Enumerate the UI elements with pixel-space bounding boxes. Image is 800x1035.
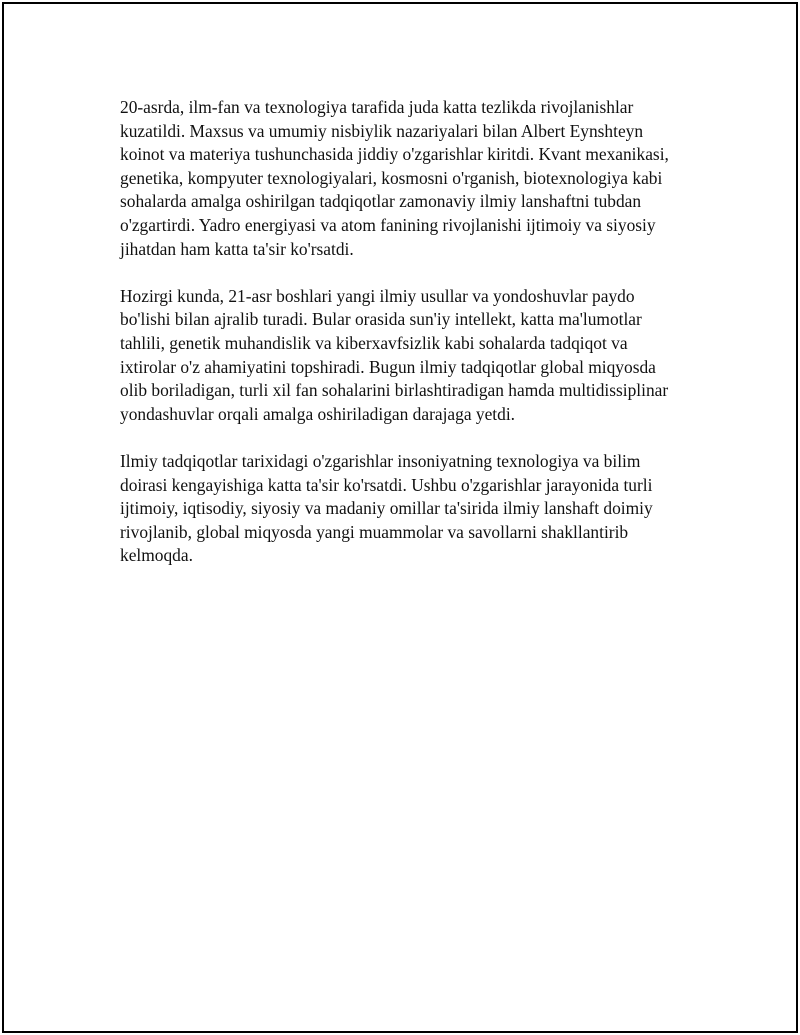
document-body — [120, 96, 680, 591]
paragraph-3: Ilmiy tadqiqotlar tarixidagi o'zgarishlar insoniyatning texnologiya va bilim doirasi kengayishiga katta ta'sir ko'rsatdi. Ushbu o'zgarishlar jarayonida turli ijtimoiy, iqtisodiy, siyosiy va madaniy omillar ta'sirida ilmiy lanshaft doimiy rivojlanib, global miqyosda yangi muammolar va savollarni shakllantirib kelmoqda. — [120, 450, 653, 566]
paragraph-1: 20-asrda, ilm-fan va texnologiya tarafida juda katta tezlikda rivojlanishlar kuzatildi. Maxsus va umumiy nisbiylik nazariyalari bilan Albert Eynshteyn koinot va materiya tushunchasida jiddiy o'zgarishlar kiritdi. Kvant mexanikasi, genetika, kompyuter texnologiyalari, kosmosni o'rganish, biotexnologiya kabi sohalarda amalga oshirilgan tadqiqotlar zamonaviy ilmiy lanshaftni tubdan o'zgartirdi. Yadro energiyasi va atom fanining rivojlanishi ijtimoiy va siyosiy jihatdan ham katta ta'sir ko'rsatdi. — [120, 97, 669, 259]
page-frame — [2, 2, 798, 1033]
paragraph-2: Hozirgi kunda, 21-asr boshlari yangi ilmiy usullar va yondoshuvlar paydo bo'lishi bilan ajralib turadi. Bular orasida sun'iy intellekt, katta ma'lumotlar tahlili, genetik muhandislik va kiberxavfsizlik kabi sohalarda tadqiqot va ixtirolar o'z ahamiyatini topshiradi. Bugun ilmiy tadqiqotlar global miqyosda olib boriladigan, turli xil fan sohalarini birlashtiradigan hamda multidissiplinar yondashuvlar orqali amalga oshiriladigan darajaga yetdi. — [120, 285, 669, 424]
